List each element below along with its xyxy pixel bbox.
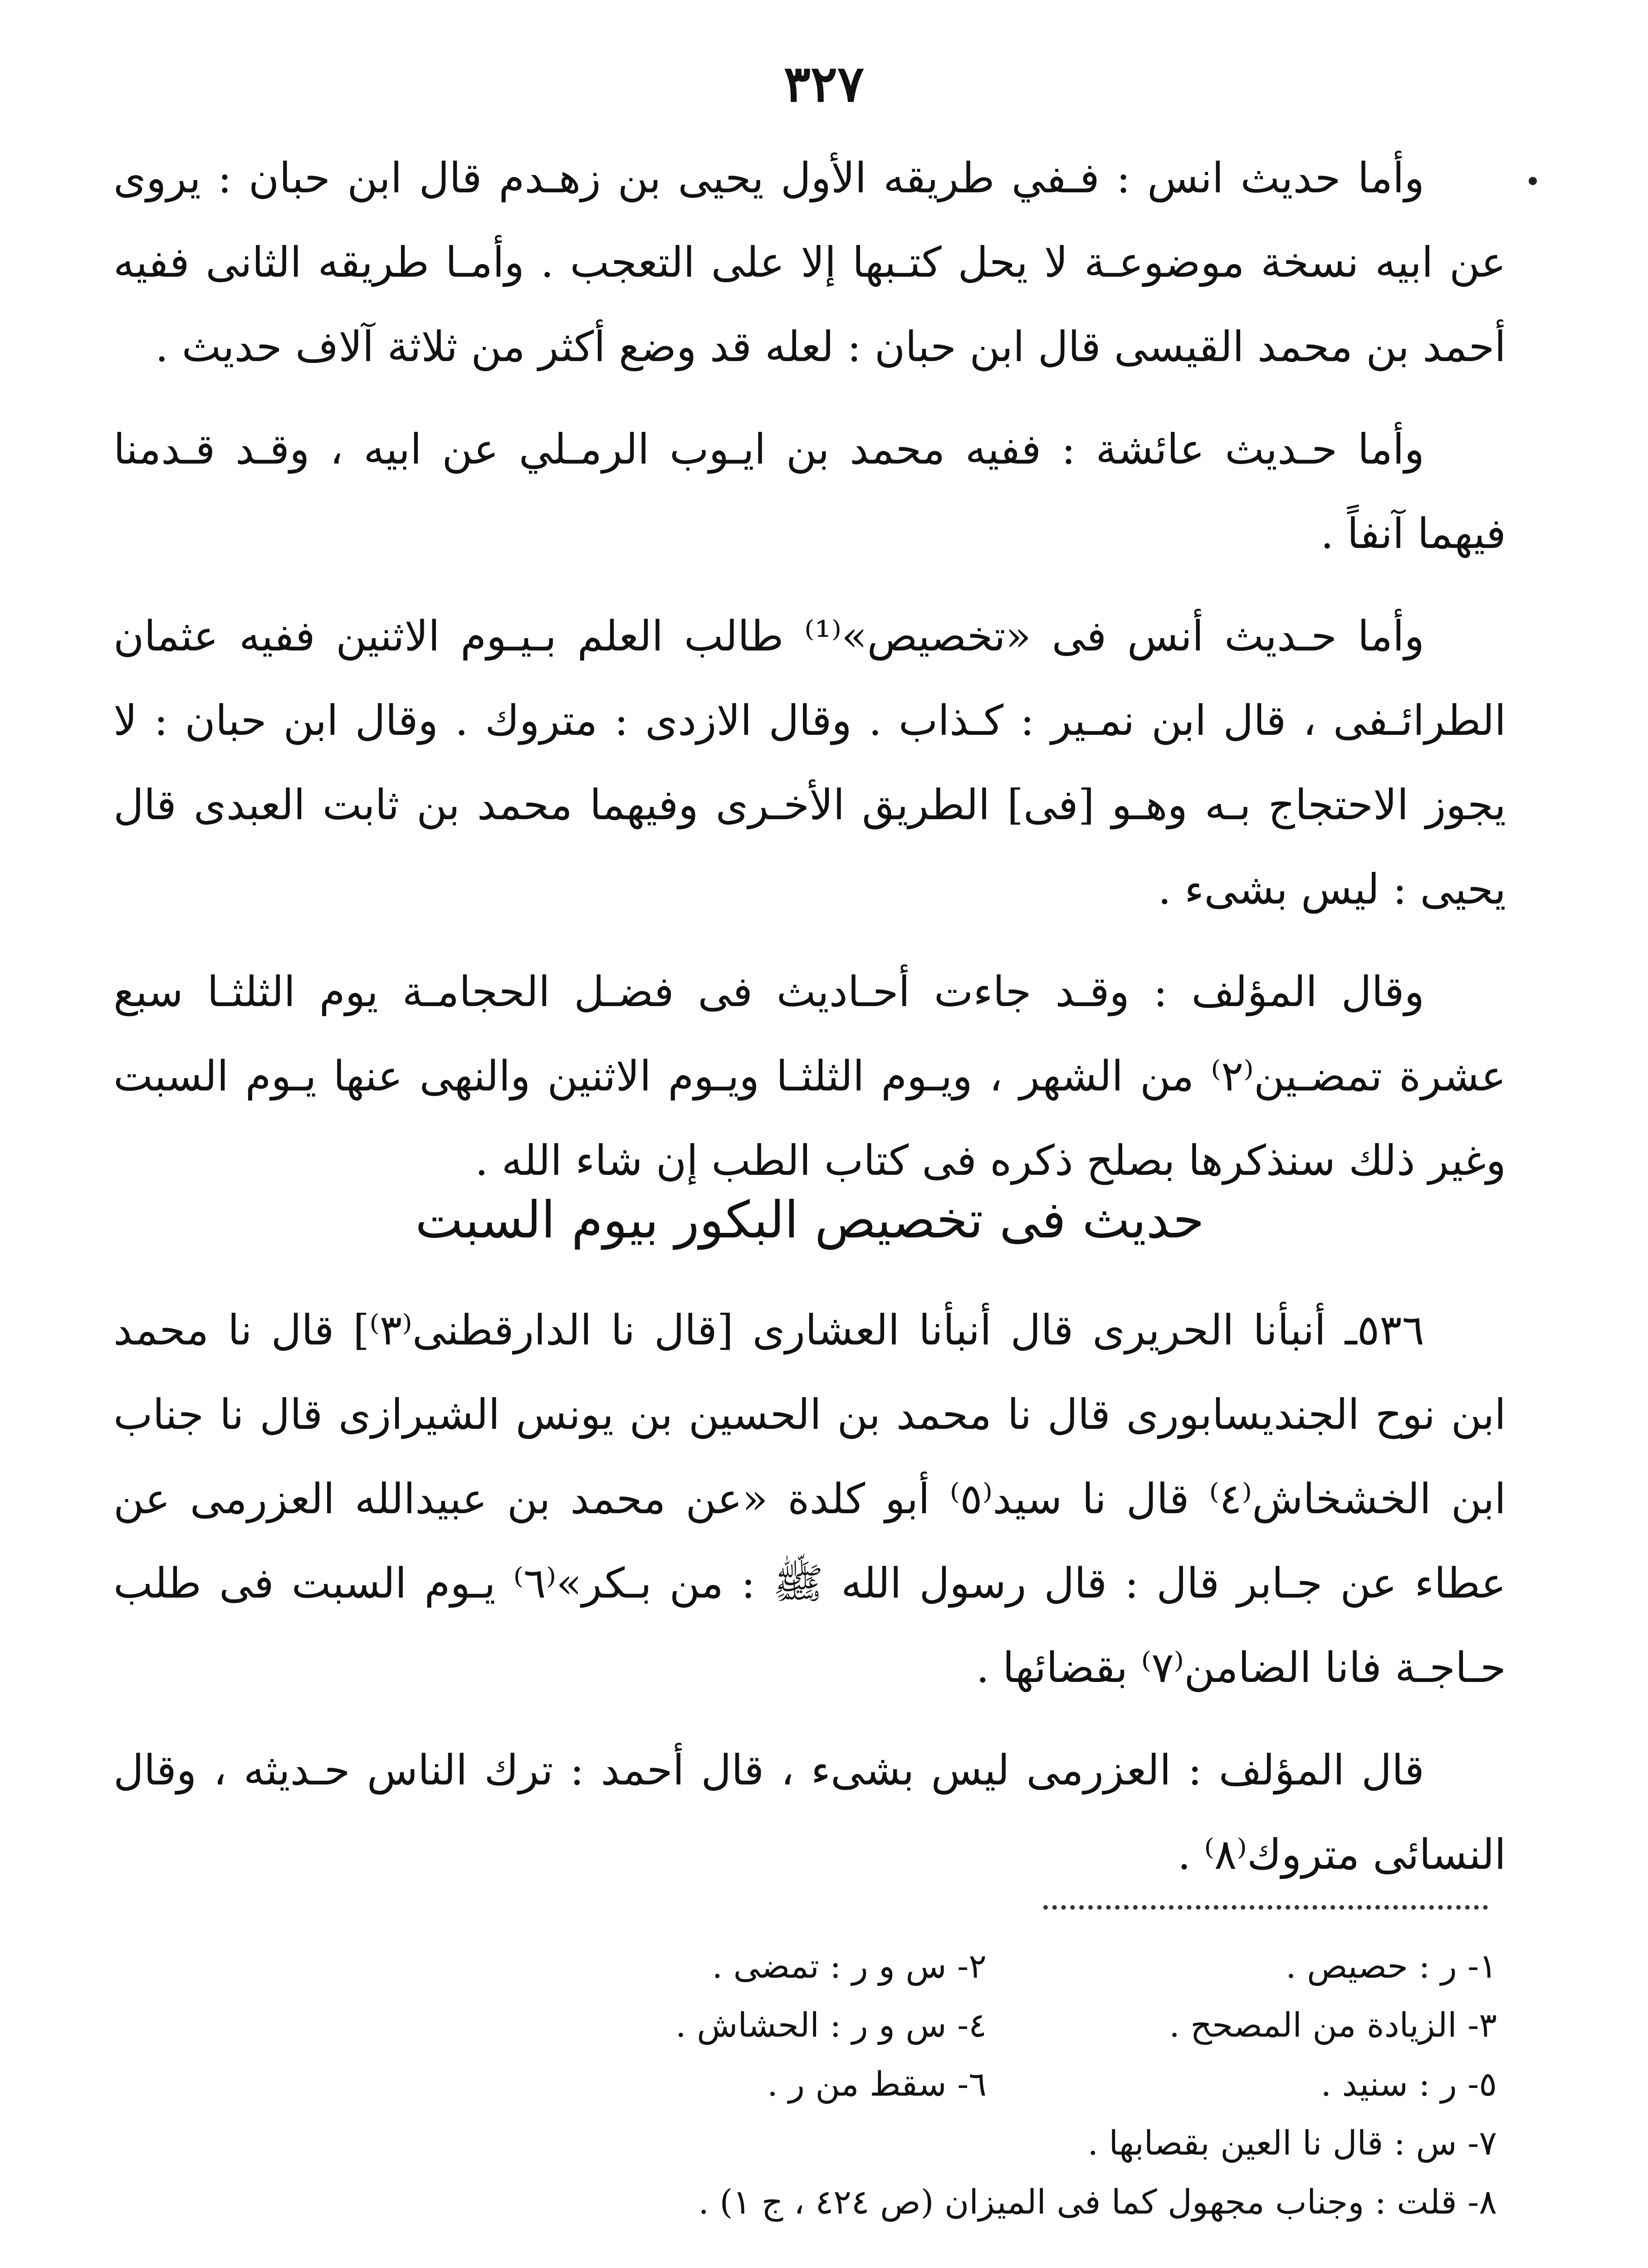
footnote-row	[476, 1996, 1497, 2055]
paragraph: وأما حـديث أنس فى «تخصيص»⁽¹⁾ طالب العلم بـيـوم الاثنين ففيه عثمان الطرائـفى ، قال ابن نمـير : كـذاب . وقال الازدى : متروك . وقال ابن حبان : لا يجوز الاحتجاج بـه وهـو [فى] الطريق الأخـرى وفيهما محمد بن ثابت العبدى قال يحيى : ليس بشىء .	[113, 612, 1506, 914]
footnote: ٢- س و ر : تمضى .	[712, 1947, 987, 1986]
margin-dot	[1529, 177, 1537, 185]
footnote-row	[476, 2055, 1497, 2114]
body-text-top	[113, 136, 1506, 1221]
paragraph: وقال المؤلف : وقـد جاءت أحـاديث فى فضـل الحجامـة يوم الثلثـا سبع عشرة تمضـين⁽٢⁾ من الشهر ، ويـوم الثلثـا ويـوم الاثنين والنهى عنها يـوم السبت وغير ذلك سنذكرها بصلح ذكره فى كتاب الطب إن شاء الله .	[113, 968, 1506, 1185]
footnote: ٨- قلت : وجناب مجهول كما فى الميزان (ص ٤٢٤ ، ج ١) .	[698, 2183, 1497, 2222]
footnote: ٣- الزيادة من المصحح .	[1169, 2006, 1497, 2045]
footnote: ٤- س و ر : الحشاش .	[675, 2006, 987, 2045]
footnote-row	[476, 2173, 1497, 2232]
footnote: ٧- س : قال نا العين بقصابها .	[1087, 2124, 1497, 2163]
footnote-row	[476, 1937, 1497, 1996]
paragraph: وأما حـديث عائشة : ففيه محمد بن ايـوب الرمـلي عن ابيه ، وقـد قـدمنا فيهما آنفاً .	[113, 425, 1506, 558]
footnote-separator	[1043, 1905, 1488, 1910]
footnotes	[476, 1937, 1497, 2232]
footnote-row	[476, 2114, 1497, 2173]
footnote: ٦- سقط من ر .	[767, 2065, 987, 2104]
paragraph: وأما حديث انس : فـفي طريقه الأول يحيى بن زهـدم قال ابن حبان : يروى عن ابيه نسخة موضوعـة لا يحل كتـبها إلا على التعجب . وأمـا طريقه الثانى ففيه أحمد بن محمد القيسى قال ابن حبان : لعله قد وضع أكثر من ثلاثة آلاف حديث .	[113, 154, 1506, 371]
footnote: ١- ر : حصيص .	[1286, 1947, 1497, 1986]
body-text-bottom	[113, 1288, 1506, 1915]
paragraph: قال المؤلف : العزرمى ليس بشىء ، قال أحمد : ترك الناس حـديثه ، وقال النسائى متروك⁽٨⁾ .	[113, 1746, 1506, 1879]
section-heading: حديث فى تخصيص البكور بيوم السبت	[415, 1191, 1204, 1250]
page-number: ٣٢٧	[783, 54, 865, 113]
paragraph: ٥٣٦ـ أنبأنا الحريرى قال أنبأنا العشارى [قال نا الدارقطنى⁽٣⁾] قال نا محمد ابن نوح الجنديسابورى قال نا محمد بن الحسين بن يونس الشيرازى قال نا جناب ابن الخشخاش⁽٤⁾ قال نا سيد⁽٥⁾ أبو كلدة «عن محمد بن عبيدالله العزرمى عن عطاء عن جـابر قال : قال رسول الله ﷺ : من بـكر»⁽٦⁾ يـوم السبت فى طلب حـاجـة فانا الضامن⁽٧⁾ بقضائها .	[113, 1306, 1506, 1692]
footnote: ٥- ر : سنيد .	[1320, 2065, 1497, 2104]
